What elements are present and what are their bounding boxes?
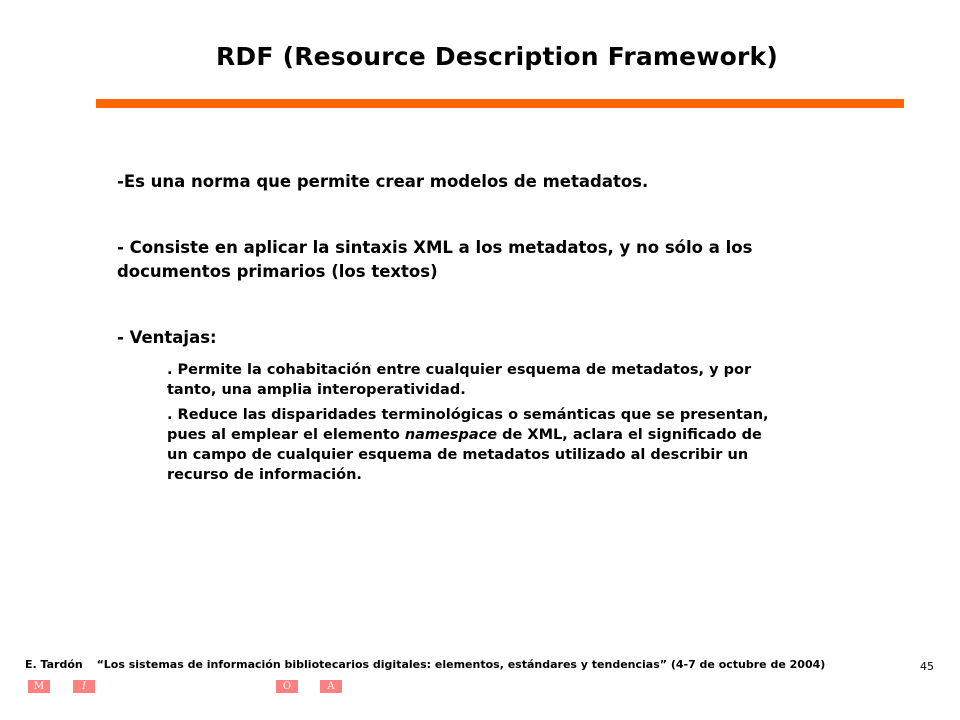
nav-button-o[interactable]: O	[276, 680, 298, 693]
nav-button-m[interactable]: M	[28, 680, 50, 693]
bullet-metadata-norm: -Es una norma que permite crear modelos de metadatos.	[117, 172, 649, 191]
advantage-namespace	[167, 405, 787, 485]
bullet-xml-syntax: - Consiste en aplicar la sintaxis XML a los metadatos, y no sólo a los documentos primarios (los textos)	[117, 238, 753, 281]
advantage-namespace-text-start: . Reduce las disparidades terminológicas o semánticas que se presentan, pues al emplear el elemento	[167, 407, 769, 443]
namespace-term: namespace	[404, 427, 498, 443]
nav-button-i[interactable]: I	[73, 680, 95, 693]
bullet-advantages: - Ventajas:	[117, 328, 217, 347]
slide-title: RDF (Resource Description Framework)	[215, 42, 778, 71]
page-number: 45	[920, 660, 934, 673]
title-underline-bar	[96, 99, 904, 108]
advantage-interoperability: . Permite la cohabitación entre cualquier esquema de metadatos, y por tanto, una amplia interoperatividad.	[167, 362, 752, 398]
advantage-namespace-text-end: de XML, aclara el significado de un campo de cualquier esquema de metadatos utilizado al describir un recurso de información.	[167, 427, 762, 483]
nav-button-a[interactable]: A	[320, 680, 342, 693]
footer-citation: “Los sistemas de información bibliotecarios digitales: elementos, estándares y tendencias” (4-7 de octubre de 2004)	[96, 658, 826, 671]
footer-author: E. Tardón	[25, 658, 83, 671]
footer	[25, 658, 825, 671]
